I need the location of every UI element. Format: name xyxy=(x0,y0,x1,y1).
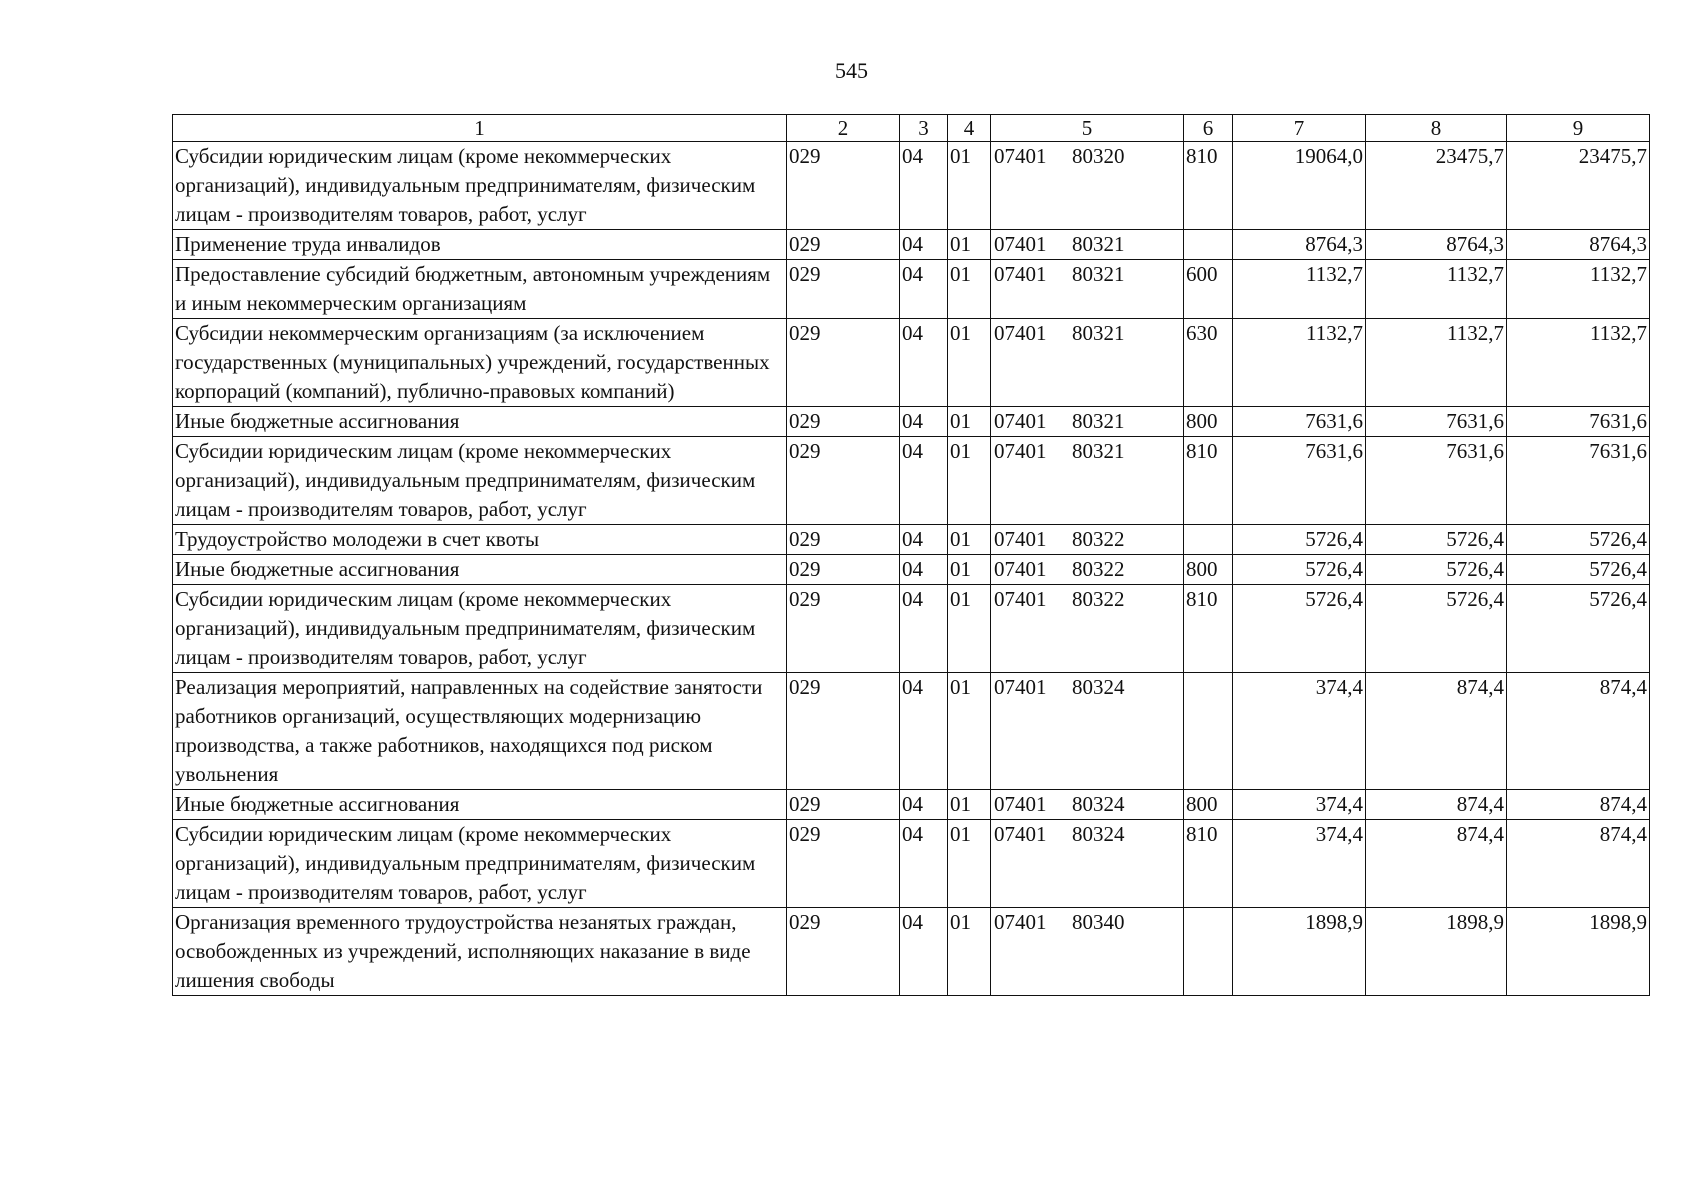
section-code: 04 xyxy=(900,585,948,673)
header-cell: 3 xyxy=(900,115,948,142)
ministry-code: 029 xyxy=(787,820,900,908)
section-code: 04 xyxy=(900,790,948,820)
expense-type-code: 800 xyxy=(1184,790,1233,820)
amount-year-3: 8764,3 xyxy=(1507,230,1650,260)
program-code: 07401 xyxy=(994,822,1047,846)
header-cell: 8 xyxy=(1366,115,1507,142)
table-row xyxy=(173,790,1650,820)
target-article-code xyxy=(991,673,1184,790)
row-description: Иные бюджетные ассигнования xyxy=(173,555,787,585)
header-row xyxy=(173,115,1650,142)
amount-year-2: 5726,4 xyxy=(1366,555,1507,585)
table-row xyxy=(173,230,1650,260)
amount-year-3: 7631,6 xyxy=(1507,407,1650,437)
expense-type-code xyxy=(1184,525,1233,555)
section-code: 04 xyxy=(900,820,948,908)
subsection-code: 01 xyxy=(948,142,991,230)
section-code: 04 xyxy=(900,673,948,790)
row-description: Иные бюджетные ассигнования xyxy=(173,790,787,820)
amount-year-1: 374,4 xyxy=(1233,820,1366,908)
row-description: Реализация мероприятий, направленных на содействие занятости работников организаций, осуществляющих модернизацию производства, а также работников, находящихся под риском увольнения xyxy=(173,673,787,790)
expense-type-code xyxy=(1184,230,1233,260)
subsection-code: 01 xyxy=(948,319,991,407)
ministry-code: 029 xyxy=(787,673,900,790)
direction-code: 80324 xyxy=(1072,792,1125,816)
amount-year-2: 5726,4 xyxy=(1366,525,1507,555)
amount-year-2: 1898,9 xyxy=(1366,908,1507,996)
amount-year-2: 1132,7 xyxy=(1366,319,1507,407)
expense-type-code xyxy=(1184,908,1233,996)
amount-year-1: 5726,4 xyxy=(1233,555,1366,585)
section-code: 04 xyxy=(900,525,948,555)
amount-year-2: 874,4 xyxy=(1366,673,1507,790)
amount-year-2: 874,4 xyxy=(1366,790,1507,820)
program-code: 07401 xyxy=(994,321,1047,345)
expense-type-code: 810 xyxy=(1184,437,1233,525)
program-code: 07401 xyxy=(994,262,1047,286)
target-article-code xyxy=(991,555,1184,585)
amount-year-1: 374,4 xyxy=(1233,673,1366,790)
amount-year-2: 874,4 xyxy=(1366,820,1507,908)
expense-type-code: 810 xyxy=(1184,585,1233,673)
direction-code: 80324 xyxy=(1072,675,1125,699)
table-row xyxy=(173,437,1650,525)
header-cell: 7 xyxy=(1233,115,1366,142)
program-code: 07401 xyxy=(994,910,1047,934)
program-code: 07401 xyxy=(994,587,1047,611)
table-row xyxy=(173,673,1650,790)
expense-type-code xyxy=(1184,673,1233,790)
table-row xyxy=(173,908,1650,996)
amount-year-1: 1898,9 xyxy=(1233,908,1366,996)
row-description: Субсидии юридическим лицам (кроме некоммерческих организаций), индивидуальным предпринимателям, физическим лицам - производителям товаров, работ, услуг xyxy=(173,820,787,908)
amount-year-1: 19064,0 xyxy=(1233,142,1366,230)
target-article-code xyxy=(991,820,1184,908)
header-cell: 1 xyxy=(173,115,787,142)
table-row xyxy=(173,260,1650,319)
subsection-code: 01 xyxy=(948,407,991,437)
direction-code: 80321 xyxy=(1072,262,1125,286)
direction-code: 80321 xyxy=(1072,232,1125,256)
target-article-code xyxy=(991,908,1184,996)
direction-code: 80322 xyxy=(1072,587,1125,611)
program-code: 07401 xyxy=(994,792,1047,816)
direction-code: 80324 xyxy=(1072,822,1125,846)
section-code: 04 xyxy=(900,142,948,230)
target-article-code xyxy=(991,525,1184,555)
section-code: 04 xyxy=(900,260,948,319)
table-body xyxy=(173,142,1650,996)
section-code: 04 xyxy=(900,319,948,407)
amount-year-1: 374,4 xyxy=(1233,790,1366,820)
ministry-code: 029 xyxy=(787,525,900,555)
expense-type-code: 810 xyxy=(1184,820,1233,908)
table-row xyxy=(173,585,1650,673)
target-article-code xyxy=(991,585,1184,673)
target-article-code xyxy=(991,437,1184,525)
amount-year-2: 23475,7 xyxy=(1366,142,1507,230)
subsection-code: 01 xyxy=(948,230,991,260)
amount-year-1: 1132,7 xyxy=(1233,319,1366,407)
amount-year-3: 874,4 xyxy=(1507,820,1650,908)
amount-year-3: 1132,7 xyxy=(1507,319,1650,407)
target-article-code xyxy=(991,407,1184,437)
ministry-code: 029 xyxy=(787,908,900,996)
expense-type-code: 810 xyxy=(1184,142,1233,230)
direction-code: 80340 xyxy=(1072,910,1125,934)
amount-year-1: 1132,7 xyxy=(1233,260,1366,319)
subsection-code: 01 xyxy=(948,437,991,525)
ministry-code: 029 xyxy=(787,407,900,437)
section-code: 04 xyxy=(900,230,948,260)
table-row xyxy=(173,142,1650,230)
direction-code: 80322 xyxy=(1072,557,1125,581)
ministry-code: 029 xyxy=(787,437,900,525)
row-description: Трудоустройство молодежи в счет квоты xyxy=(173,525,787,555)
row-description: Иные бюджетные ассигнования xyxy=(173,407,787,437)
program-code: 07401 xyxy=(994,232,1047,256)
direction-code: 80321 xyxy=(1072,439,1125,463)
header-cell: 4 xyxy=(948,115,991,142)
amount-year-3: 7631,6 xyxy=(1507,437,1650,525)
expense-type-code: 800 xyxy=(1184,555,1233,585)
target-article-code xyxy=(991,790,1184,820)
header-cell: 9 xyxy=(1507,115,1650,142)
amount-year-2: 1132,7 xyxy=(1366,260,1507,319)
row-description: Субсидии юридическим лицам (кроме некоммерческих организаций), индивидуальным предпринимателям, физическим лицам - производителям товаров, работ, услуг xyxy=(173,585,787,673)
ministry-code: 029 xyxy=(787,585,900,673)
expense-type-code: 800 xyxy=(1184,407,1233,437)
subsection-code: 01 xyxy=(948,555,991,585)
section-code: 04 xyxy=(900,908,948,996)
target-article-code xyxy=(991,260,1184,319)
subsection-code: 01 xyxy=(948,790,991,820)
row-description: Субсидии юридическим лицам (кроме некоммерческих организаций), индивидуальным предпринимателям, физическим лицам - производителям товаров, работ, услуг xyxy=(173,437,787,525)
subsection-code: 01 xyxy=(948,908,991,996)
section-code: 04 xyxy=(900,437,948,525)
direction-code: 80321 xyxy=(1072,321,1125,345)
ministry-code: 029 xyxy=(787,319,900,407)
direction-code: 80320 xyxy=(1072,144,1125,168)
program-code: 07401 xyxy=(994,144,1047,168)
amount-year-2: 5726,4 xyxy=(1366,585,1507,673)
direction-code: 80322 xyxy=(1072,527,1125,551)
amount-year-3: 23475,7 xyxy=(1507,142,1650,230)
amount-year-1: 8764,3 xyxy=(1233,230,1366,260)
ministry-code: 029 xyxy=(787,555,900,585)
section-code: 04 xyxy=(900,407,948,437)
budget-table xyxy=(172,114,1650,996)
program-code: 07401 xyxy=(994,557,1047,581)
subsection-code: 01 xyxy=(948,585,991,673)
amount-year-2: 7631,6 xyxy=(1366,407,1507,437)
subsection-code: 01 xyxy=(948,260,991,319)
header-cell: 2 xyxy=(787,115,900,142)
ministry-code: 029 xyxy=(787,260,900,319)
amount-year-3: 5726,4 xyxy=(1507,555,1650,585)
amount-year-3: 1898,9 xyxy=(1507,908,1650,996)
amount-year-3: 5726,4 xyxy=(1507,525,1650,555)
subsection-code: 01 xyxy=(948,673,991,790)
table-row xyxy=(173,820,1650,908)
amount-year-3: 5726,4 xyxy=(1507,585,1650,673)
target-article-code xyxy=(991,319,1184,407)
expense-type-code: 630 xyxy=(1184,319,1233,407)
amount-year-2: 8764,3 xyxy=(1366,230,1507,260)
ministry-code: 029 xyxy=(787,142,900,230)
header-cell: 5 xyxy=(991,115,1184,142)
header-cell: 6 xyxy=(1184,115,1233,142)
direction-code: 80321 xyxy=(1072,409,1125,433)
row-description: Субсидии некоммерческим организациям (за исключением государственных (муниципальных) учреждений, государственных корпораций (компаний), публично-правовых компаний) xyxy=(173,319,787,407)
amount-year-1: 7631,6 xyxy=(1233,437,1366,525)
target-article-code xyxy=(991,230,1184,260)
section-code: 04 xyxy=(900,555,948,585)
program-code: 07401 xyxy=(994,439,1047,463)
row-description: Субсидии юридическим лицам (кроме некоммерческих организаций), индивидуальным предпринимателям, физическим лицам - производителям товаров, работ, услуг xyxy=(173,142,787,230)
page-number: 545 xyxy=(835,58,868,83)
amount-year-3: 874,4 xyxy=(1507,790,1650,820)
row-description: Предоставление субсидий бюджетным, автономным учреждениям и иным некоммерческим организациям xyxy=(173,260,787,319)
expense-type-code: 600 xyxy=(1184,260,1233,319)
program-code: 07401 xyxy=(994,527,1047,551)
amount-year-3: 1132,7 xyxy=(1507,260,1650,319)
amount-year-3: 874,4 xyxy=(1507,673,1650,790)
row-description: Применение труда инвалидов xyxy=(173,230,787,260)
subsection-code: 01 xyxy=(948,820,991,908)
subsection-code: 01 xyxy=(948,525,991,555)
table-row xyxy=(173,319,1650,407)
table-row xyxy=(173,525,1650,555)
amount-year-1: 5726,4 xyxy=(1233,525,1366,555)
amount-year-1: 5726,4 xyxy=(1233,585,1366,673)
target-article-code xyxy=(991,142,1184,230)
ministry-code: 029 xyxy=(787,790,900,820)
ministry-code: 029 xyxy=(787,230,900,260)
amount-year-2: 7631,6 xyxy=(1366,437,1507,525)
table-row xyxy=(173,555,1650,585)
program-code: 07401 xyxy=(994,675,1047,699)
amount-year-1: 7631,6 xyxy=(1233,407,1366,437)
program-code: 07401 xyxy=(994,409,1047,433)
table-row xyxy=(173,407,1650,437)
row-description: Организация временного трудоустройства незанятых граждан, освобожденных из учреждений, исполняющих наказание в виде лишения свободы xyxy=(173,908,787,996)
